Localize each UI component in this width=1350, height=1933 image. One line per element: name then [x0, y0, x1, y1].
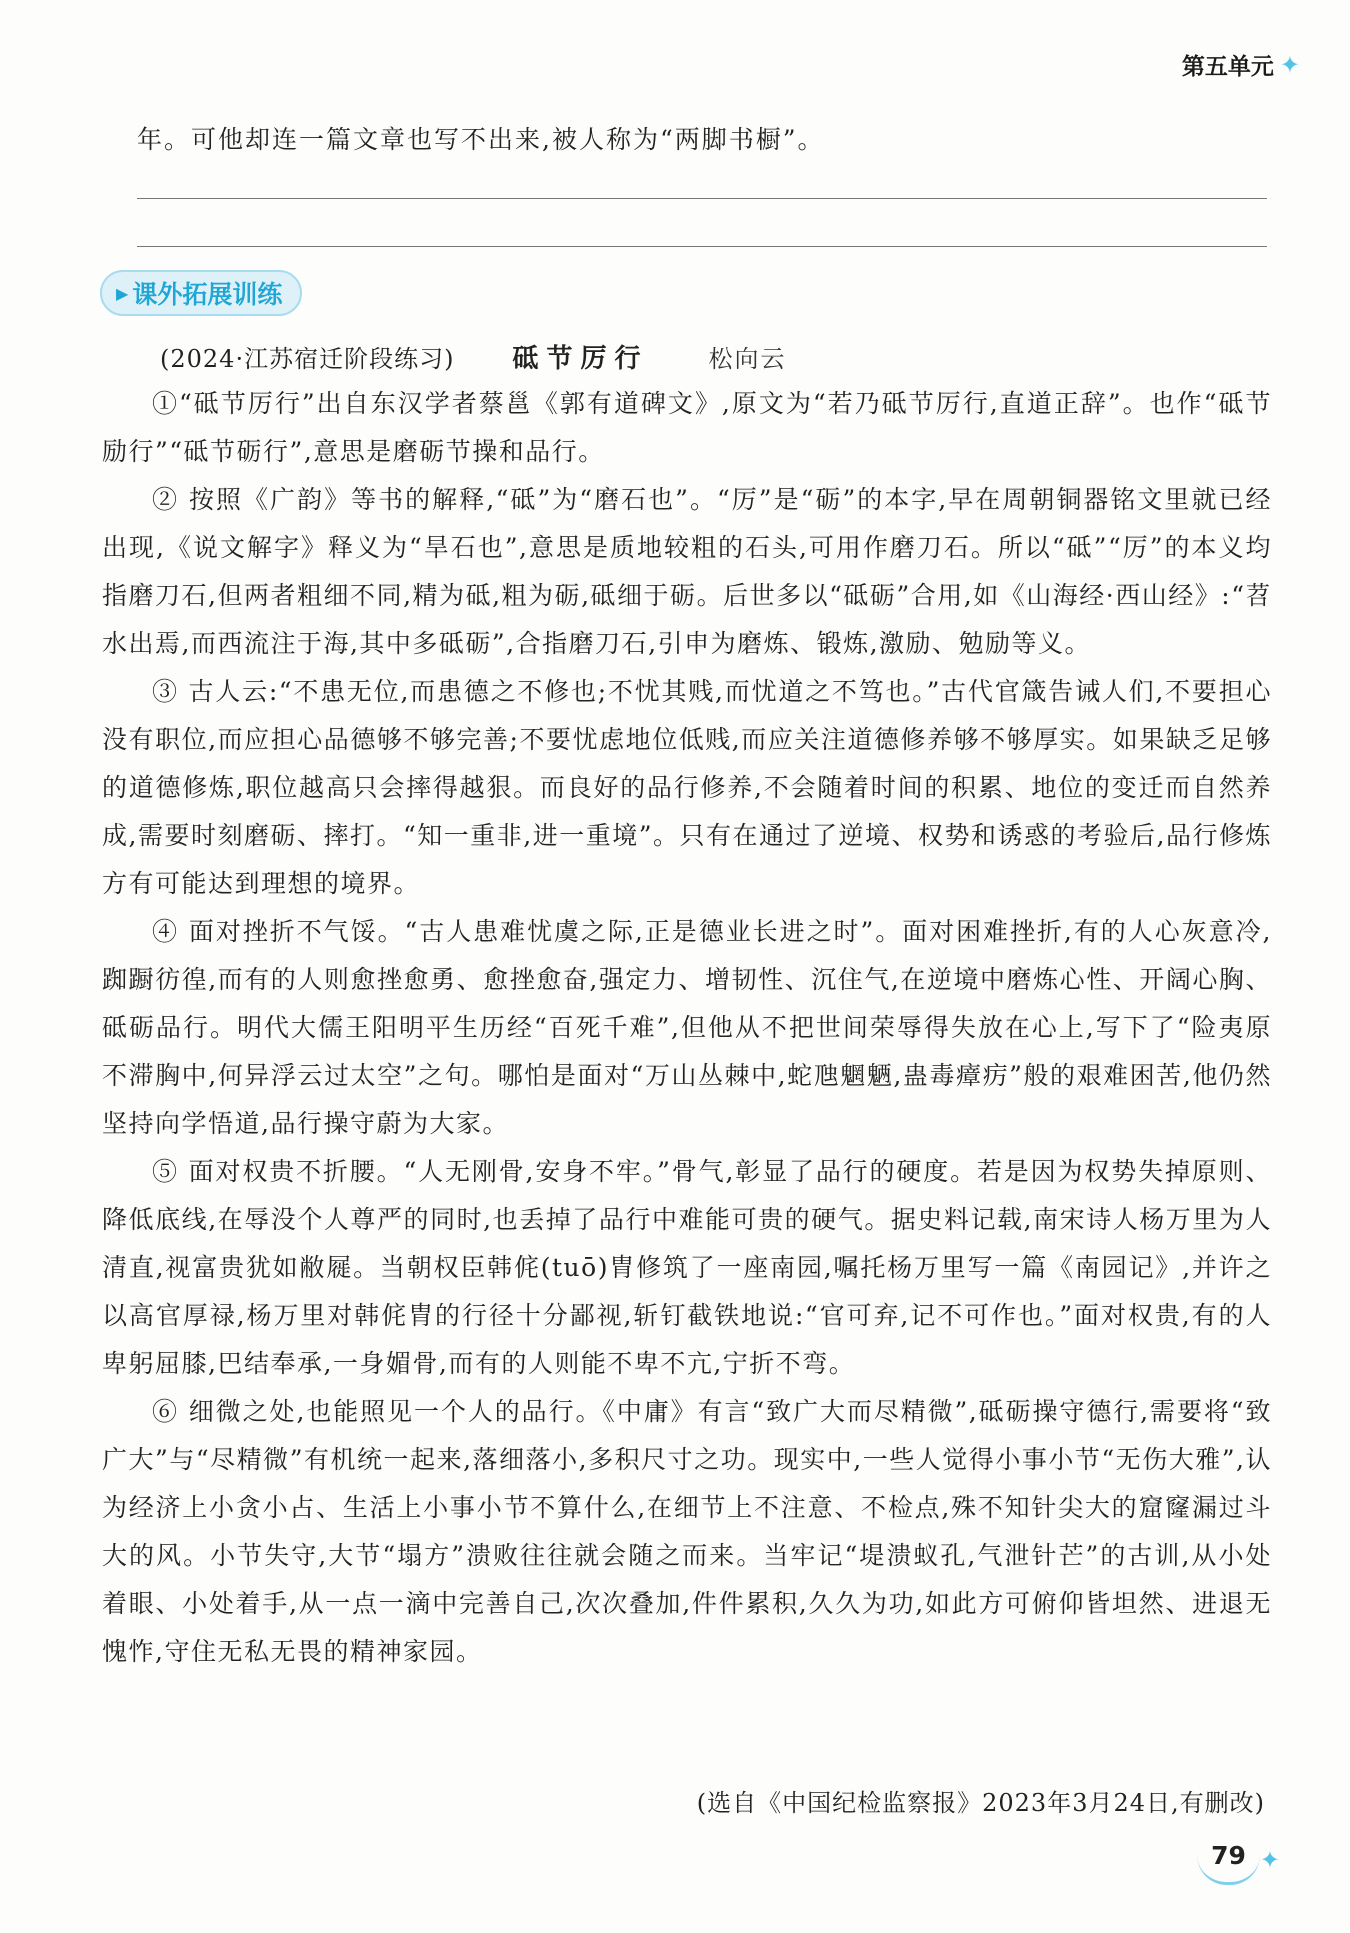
section-banner-label: 课外拓展训练	[132, 280, 283, 309]
previous-answer-text: 年。可他却连一篇文章也写不出来,被人称为“两脚书橱”。	[137, 125, 825, 154]
unit-header	[1182, 48, 1300, 81]
article-author: 松向云	[708, 345, 787, 373]
page-number-value: 79	[1197, 1835, 1260, 1885]
section-banner	[100, 270, 302, 316]
sparkle-icon: ✦	[1279, 50, 1300, 79]
paragraph: ⑥ 细微之处,也能照见一个人的品行。《中庸》有言“致广大而尽精微”,砥砺操守德行,需要将“致广大”与“尽精微”有机统一起来,落细落小,多积尺寸之功。现实中,一些人觉得小事小节“无伤大雅”,认为经济上小贪小占、生活上小事小节不算什么,在细节上不注意、不检点,殊不知针尖大的窟窿漏过斗大的风。小节失守,大节“塌方”溃败往往就会随之而来。当牢记“堤溃蚁孔,气泄针芒”的古训,从小处着眼、小处着手,从一点一滴中完善自己,次次叠加,件件累积,久久为功,如此方可俯仰皆坦然、进退无愧怍,守住无私无畏的精神家园。	[102, 1397, 1272, 1666]
paragraph: ⑤ 面对权贵不折腰。“人无刚骨,安身不牢。”骨气,彰显了品行的硬度。若是因为权势失掉原则、降低底线,在辱没个人尊严的同时,也丢掉了品行中难能可贵的硬气。据史料记载,南宋诗人杨万里为人清直,视富贵犹如敝屣。当朝权臣韩侂(tuō)胄修筑了一座南园,嘱托杨万里写一篇《南园记》,并许之以高官厚禄,杨万里对韩侂胄的行径十分鄙视,斩钉截铁地说:“官可弃,记不可作也。”面对权贵,有的人卑躬屈膝,巴结奉承,一身媚骨,而有的人则能不卑不亢,宁折不弯。	[102, 1157, 1272, 1378]
paragraph: ② 按照《广韵》等书的解释,“砥”为“磨石也”。“厉”是“砺”的本字,早在周朝铜器铭文里就已经出现,《说文解字》释义为“旱石也”,意思是质地较粗的石头,可用作磨刀石。所以“砥”“厉”的本义均指磨刀石,但两者粗细不同,精为砥,粗为砺,砥细于砺。后世多以“砥砺”合用,如《山海经·西山经》:“苕水出焉,而西流注于海,其中多砥砺”,合指磨刀石,引申为磨炼、锻炼,激励、勉励等义。	[102, 485, 1272, 658]
unit-title: 第五单元	[1181, 54, 1274, 80]
article-source: (2024·江苏宿迁阶段练习)	[160, 345, 455, 373]
article-title: 砥节厉行	[512, 344, 649, 374]
article-header	[160, 338, 786, 375]
paragraph: ③ 古人云:“不患无位,而患德之不修也;不忧其贱,而忧道之不笃也。”古代官箴告诫人们,不要担心没有职位,而应担心品德够不够完善;不要忧虑地位低贱,而应关注道德修养够不够厚实。如果缺乏足够的道德修炼,职位越高只会摔得越狠。而良好的品行修养,不会随着时间的积累、地位的变迁而自然养成,需要时刻磨砺、摔打。“知一重非,进一重境”。只有在通过了逆境、权势和诱惑的考验后,品行修炼方有可能达到理想的境界。	[102, 677, 1272, 898]
paragraph: ④ 面对挫折不气馁。“古人患难忧虞之际,正是德业长进之时”。面对困难挫折,有的人心灰意冷,踟蹰彷徨,而有的人则愈挫愈勇、愈挫愈奋,强定力、增韧性、沉住气,在逆境中磨炼心性、开阔心胸、砥砺品行。明代大儒王阳明平生历经“百死千难”,但他从不把世间荣辱得失放在心上,写下了“险夷原不滞胸中,何异浮云过太空”之句。哪怕是面对“万山丛棘中,蛇虺魍魉,蛊毒瘴疠”般的艰难困苦,他仍然坚持向学悟道,品行操守蔚为大家。	[102, 917, 1272, 1138]
article-citation: (选自《中国纪检监察报》2023年3月24日,有删改)	[696, 1789, 1265, 1817]
sparkle-icon: ✦	[1259, 1846, 1280, 1874]
answer-line	[137, 246, 1267, 247]
article-body	[102, 380, 1272, 1676]
triangle-icon: ▶	[116, 283, 129, 303]
paragraph: ①“砥节厉行”出自东汉学者蔡邕《郭有道碑文》,原文为“若乃砥节厉行,直道正辞”。也作“砥节励行”“砥节砺行”,意思是磨砺节操和品行。	[102, 389, 1272, 466]
page-number	[1197, 1835, 1280, 1885]
answer-line	[137, 198, 1267, 199]
